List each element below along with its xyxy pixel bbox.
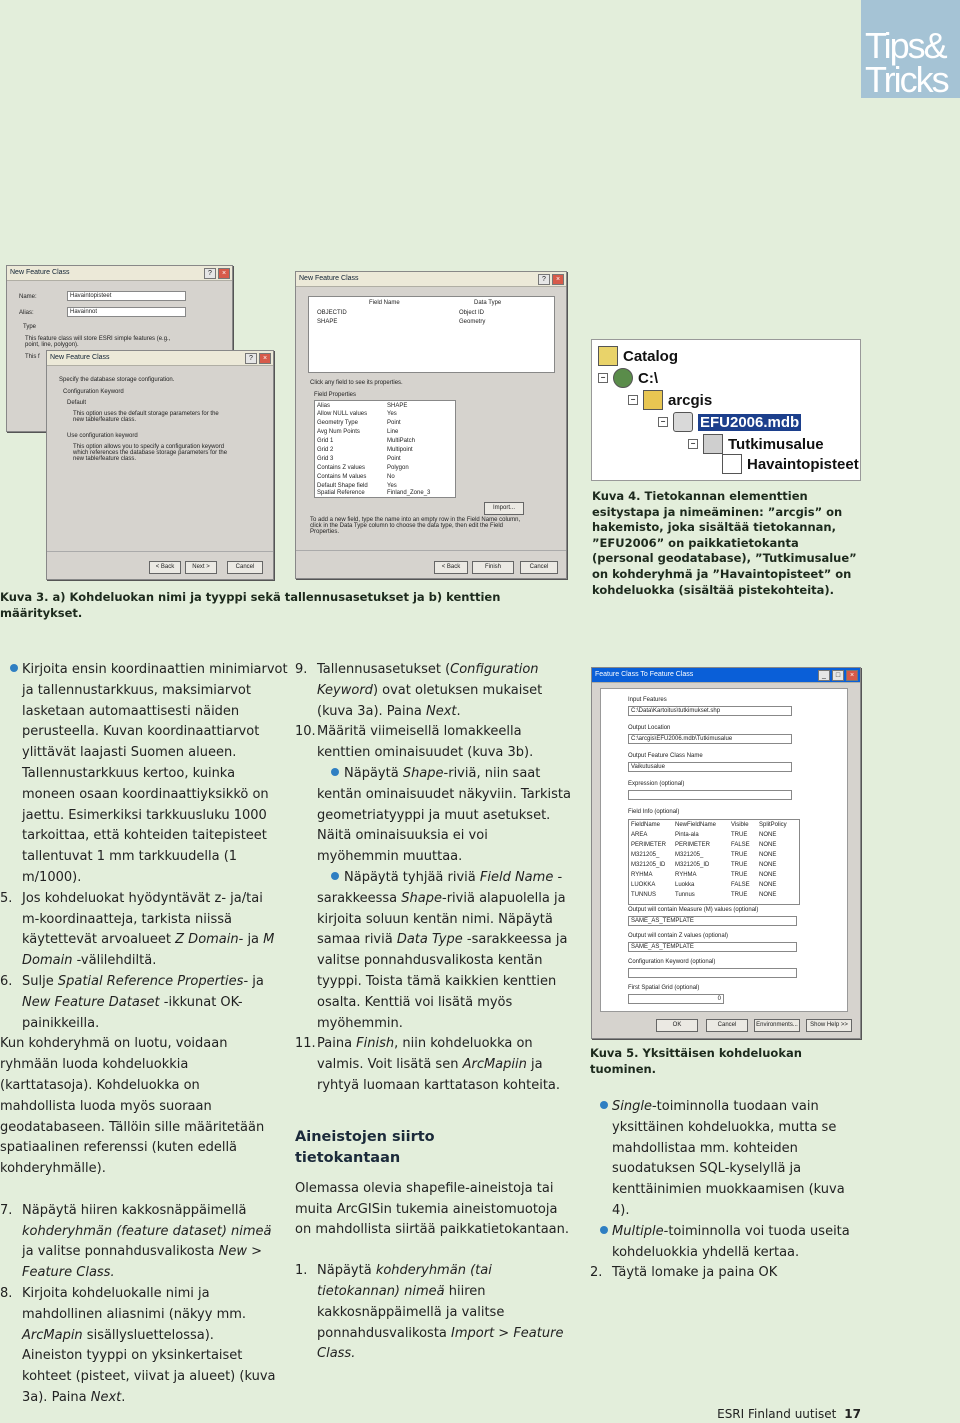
tree-label: C:\ [638,369,658,387]
field-info-cell[interactable]: M321205_ [675,852,704,858]
field-info-cell[interactable]: NONE [759,892,777,898]
step-9 [295,660,573,722]
step-text-italic: Next [90,1389,122,1405]
bullet-icon [331,768,339,776]
page-footer [717,1407,861,1421]
measure-select[interactable]: SAME_AS_TEMPLATE [628,916,797,926]
catalog-icon [598,346,618,366]
collapse-icon[interactable]: − [628,395,638,405]
field-info-cell[interactable]: NONE [759,842,777,848]
add-field-note: To add a new field, type the name into an empty row in the Field Name column, click in the Data Type column to choose the data type, then edit the Field Properties. [310,517,521,535]
catalog-tree [591,339,861,481]
bullet-text-italic: Shape [401,890,443,906]
field-info-grid[interactable] [628,819,800,905]
field-info-cell[interactable]: FALSE [731,842,750,848]
step-text: , niin kohdeluokka on valmis. Voit lisätä sen [317,1036,533,1073]
step-number: 10. [295,724,316,740]
col-header: SplitPolicy [759,822,787,828]
name-label: Name: [19,294,37,300]
step-number: 1. [295,1263,308,1279]
prop-value[interactable]: Polygon [387,465,409,471]
help-icon[interactable]: ? [538,274,550,285]
col-data-type: Data Type [474,300,502,306]
bullet-text-italic: Field Name [479,869,554,885]
expression-field[interactable] [628,790,792,800]
bullet-text: Näpäytä tyhjää riviä [344,869,480,885]
field-info-cell[interactable]: TUNNUS [631,892,656,898]
prop-value[interactable]: SHAPE [387,403,408,409]
spatial-grid-label: First Spatial Grid (optional) [628,985,700,991]
cancel-button[interactable]: Cancel [706,1019,748,1032]
window-title: Feature Class To Feature Class [592,668,860,683]
step-7 [0,1201,278,1284]
prop-name: Contains M values [317,474,367,480]
bullet-text: -sarakkeessa ja valitse ponnahdusvalikosta kentän tyyppi. Toista tämä kaikkien kenttien osalta. Kenttiä voi lisätä myös myöhemmin. [317,932,568,1031]
type-option-simple[interactable]: This feature class will store ESRI simple features (e.g., point, line, polygon). [25,336,171,348]
bullet-text: -riviä alapuolella ja kirjoita soluun kentän nimi. Näpäytä samaa riviä [317,890,566,948]
step-8 [0,1284,278,1409]
tree-label: EFU2006.mdb [700,413,800,431]
bullet-text: -toiminnolla voi tuoda useita kohdeluokkia yhdellä kertaa. [612,1223,850,1260]
field-info-cell[interactable]: TRUE [731,832,748,838]
feature-dataset-icon [703,434,723,454]
bullet-text: -sarakkeessa [317,869,563,906]
text-column-1 [0,660,288,1409]
close-icon[interactable]: × [846,670,858,681]
step-text: ) ovat oletuksen mukaiset (kuva 3a). Paina [317,682,543,719]
step-1 [295,1261,573,1365]
alias-input[interactable]: Havainnot [67,307,186,317]
prop-value[interactable]: Line [387,429,399,435]
field-info-cell[interactable]: NONE [759,862,777,868]
grid-cell[interactable]: Object ID [459,310,485,316]
publication-name: ESRI Finland uutiset [717,1407,837,1421]
field-info-cell[interactable]: Pinta-ala [675,832,699,838]
step-number: 7. [0,1202,13,1218]
output-location-label: Output Location [628,725,671,731]
fig5-caption: Kuva 5. Yksittäisen kohdeluokan tuominen. [590,1046,802,1076]
grid-cell[interactable]: SHAPE [317,319,338,325]
col-field-name: Field Name [369,300,400,306]
field-info-cell[interactable]: M321205_ID [631,862,666,868]
collapse-icon[interactable]: − [688,439,698,449]
step-text: Jos kohdeluokat hyödyntävät z- ja/tai m-koordinaatteja, tarkista niissä käytettevät arvoalueet [22,890,263,948]
name-input[interactable]: Havaintopisteet [67,291,186,301]
prop-value[interactable]: Yes [387,411,397,417]
paragraph-feature-class: Kun kohderyhmä on luotu, voidaan ryhmään luoda kohdeluokkia (karttatasoja). Kohdeluokka on mahdollista luoda myös suoraan geodatabaseen. Tällöin sille määritetään spatiaalinen referenssi (kuten edellä kohderyhmälle). [0,1036,265,1177]
step-text-italic: Spatial Reference Properties [57,973,244,989]
finish-button[interactable]: Finish [472,561,514,574]
bullet-text: -riviä, niin saat kentän ominaisuudet näkyviin. Tarkista geometriatyyppi ja muut asetukset. Näitä ominaisuuksia ei voi myöhemmin muuttaa. [317,765,571,865]
field-info-cell[interactable]: M321205_ID [675,862,710,868]
fig5-window [591,667,861,1039]
col-header: Visible [731,822,749,828]
step-5 [0,889,278,972]
fig3a-front-window [46,350,274,580]
step-text: -välilehdiltä. [72,953,157,969]
prop-value[interactable]: Point [387,420,401,426]
field-info-cell[interactable]: NONE [759,832,777,838]
bullet-text-italic: Single [612,1099,652,1114]
output-location-field[interactable]: C:\arcgis\EFU2006.mdb\Tutkimusalue [628,734,792,744]
field-info-cell[interactable]: TRUE [731,852,748,858]
step-number: 6. [0,973,13,989]
badge-line2: Tricks [865,59,948,100]
bullet-icon [331,872,339,880]
cancel-button[interactable]: Cancel [227,561,263,574]
step-text: - ja [243,973,264,989]
step-number: 2. [590,1265,603,1281]
default-radio[interactable]: Default [67,400,87,406]
config-keyword-label: Configuration Keyword (optional) [628,959,716,965]
bullet-coordinates [0,660,288,889]
bullet-shape [295,764,573,868]
collapse-icon[interactable]: − [658,417,668,427]
prop-name: Spatial Reference [317,490,365,496]
field-info-cell[interactable]: NONE [759,882,777,888]
fig4-caption: Kuva 4. Tietokannan elementtien esitystapa ja nimeäminen: ”arcgis” on hakemisto, joka sisältää tietokannan, ”EFU2006” on paikkatietokanta (personal geodatabase), ”Tutkimusalue” on kohderyhmä ja ”Havaintopisteet” on kohdeluokka (sisältää pistekohteita). [592,489,857,597]
prop-name: Grid 3 [317,456,334,462]
grid-cell[interactable]: Geometry [459,319,486,325]
minimize-icon[interactable]: _ [818,670,830,681]
field-info-cell[interactable]: TRUE [731,892,748,898]
paragraph-import: Olemassa olevia shapefile-aineistoja tai muita ArcGISin tukemia aineistomuotoja on mahdollista siirtää paikkatietokantaan. [295,1180,569,1238]
page-number: 17 [844,1407,861,1421]
field-info-cell[interactable]: TRUE [731,862,748,868]
alias-label: Alias: [19,310,34,316]
step-text: ja ryhtyä luomaan karttatason kohteita. [317,1057,561,1093]
window-title: New Feature Class [296,272,566,287]
step-text: ja valitse ponnahdusvalikosta [22,1244,219,1260]
prop-value[interactable]: Point [387,456,401,462]
field-info-cell[interactable]: AREA [631,832,648,838]
drive-icon [613,368,633,388]
storage-heading: Specify the database storage configuration. [59,377,175,383]
collapse-icon[interactable]: − [598,373,608,383]
step-text-italic: kohderyhmän (feature dataset) nimeä [22,1223,272,1239]
field-info-cell[interactable]: RYHMA [631,872,653,878]
default-desc: This option uses the default storage parameters for the new table/feature class. [73,411,219,423]
measure-label: Output will contain Measure (M) values (optional) [628,907,759,913]
prop-value[interactable]: Yes [387,483,397,489]
tool-form [600,688,848,1012]
config-keyword-select[interactable] [628,968,797,978]
hint-text: Click any field to see its properties. [310,380,403,386]
tree-item-geodatabase[interactable] [658,412,801,432]
ok-button[interactable]: OK [656,1019,698,1032]
next-button[interactable]: Next > [185,561,217,574]
prop-name: Avg Num Points [317,429,360,435]
step-number: 5. [0,890,13,906]
step-text-italic: Configuration Keyword [317,662,539,698]
back-button[interactable]: < Back [434,561,468,574]
tree-item-feature-class[interactable] [722,454,859,474]
show-help-button[interactable]: Show Help >> [806,1019,852,1032]
bullet-multiple [590,1222,865,1264]
cancel-button[interactable]: Cancel [520,561,558,574]
field-info-cell[interactable]: TRUE [731,872,748,878]
field-info-cell[interactable]: PERIMETER [631,842,667,848]
field-info-cell[interactable]: Luokka [675,882,695,888]
text-column-3 [590,1097,865,1284]
text-column-2 [295,660,573,1365]
bullet-text-italic: Multiple [612,1223,664,1239]
step-number: 9. [295,662,308,677]
tree-label: Havaintopisteet [747,455,859,473]
step-text: Täytä lomake ja paina OK [612,1265,778,1281]
step-10 [295,722,573,764]
step-text: Näpäytä [317,1263,376,1279]
maximize-icon[interactable]: □ [832,670,844,681]
col-header: FieldName [631,822,661,828]
step-text-italic: Finish [356,1036,395,1052]
prop-name: Default Shape field [317,483,368,489]
field-info-cell[interactable]: LUOKKA [631,882,656,888]
step-text-italic: M Domain [22,932,275,969]
tree-item-drive[interactable] [598,368,658,388]
window-title: New Feature Class [47,351,273,366]
prop-value[interactable]: No [387,474,395,480]
step-number: 8. [0,1285,13,1301]
step-text-italic: Next [425,703,457,719]
tree-item-folder[interactable] [628,390,712,410]
prop-value[interactable]: Multipoint [387,447,413,453]
folder-icon [643,390,663,410]
step-text-italic: New > Feature Class. [22,1244,263,1281]
step-11 [295,1034,573,1096]
field-info-cell[interactable]: FALSE [731,882,750,888]
bullet-text: Kirjoita ensin koordinaattien minimiarvot ja tallennustarkkuus, maksimiarvot lasketaan automaattisesti näiden perusteella. Kuvan koordinaattiarvot ylittävät laajasti Suomen alueen. Tallennustarkkuus kertoo, kuinka moneen osaan koordinaattiyksikkö on jaettu. Esimerkiksi tarkkuusluku 1000 tarkoittaa, että kohteiden taitepisteet tallentuvat 1 mm tarkkuudella (1 m/1000). [22,662,288,885]
tree-label: Catalog [623,347,679,365]
type-option-other[interactable]: This f [25,354,40,360]
grid-cell[interactable]: OBJECTID [317,310,347,316]
z-select[interactable]: SAME_AS_TEMPLATE [628,942,797,952]
config-group-label: Configuration Keyword [63,389,124,395]
bullet-icon [10,664,18,672]
fig3b-window [295,271,567,579]
step-text-italic: kohderyhmän (tai tietokannan) nimeä [317,1263,492,1299]
prop-name: Geometry Type [317,420,358,426]
step-text: Paina [317,1036,357,1052]
step-text: . [121,1389,126,1405]
help-icon[interactable]: ? [245,353,257,364]
step-text: Näpäytä hiiren kakkosnäppäimellä [22,1202,247,1218]
badge-line1: Tips& [865,25,946,66]
step-text: . [456,703,461,719]
bullet-icon [600,1226,608,1234]
field-info-cell[interactable]: RYHMA [675,872,697,878]
field-info-cell[interactable]: NONE [759,872,777,878]
step-text: Kirjoita kohdeluokalle nimi ja mahdollinen aliasnimi (näkyy mm. [22,1285,247,1322]
step-text: Määritä viimeisellä lomakkeella kenttien ominaisuudet (kuva 3b). [317,724,534,761]
bullet-text: -toiminnolla tuodaan vain yksittäinen kohdeluokka, mutta se mahdollistaa mm. kohteiden suodatuksen SQL-kyselyllä ja kenttäinimien muokkaamisen (kuva 4). [612,1099,845,1218]
bullet-single [590,1097,865,1222]
prop-name: Alias [317,403,331,409]
input-features-label: Input Features [628,697,667,703]
field-properties-grid[interactable] [314,400,456,498]
fig3-caption: Kuva 3. a) Kohdeluokan nimi ja tyyppi sekä tallennusasetukset ja b) kenttien määritykset. [0,590,501,620]
step-text: -ikkunat OK-painikkeilla. [22,994,243,1031]
point-feature-class-icon [722,454,742,474]
field-info-cell[interactable]: PERIMETER [675,842,711,848]
type-label: Type [23,324,37,330]
import-button[interactable]: Import... [484,502,524,515]
z-label: Output will contain Z values (optional) [628,933,729,939]
close-icon[interactable]: × [259,353,271,364]
field-grid[interactable] [308,296,555,373]
step-number: 11. [295,1036,316,1052]
prop-name: Allow NULL values [317,411,368,417]
step-text: sisällysluettelossa). Aineiston tyyppi on yksinkertaiset kohteet (pisteet, viivat ja alueet) (kuva 3a). Paina [22,1327,276,1405]
keyword-radio[interactable]: Use configuration keyword [67,433,138,439]
environments-button[interactable]: Environments... [754,1019,800,1032]
field-info-label: Field Info (optional) [628,809,680,815]
bullet-text-italic: Shape [402,765,444,781]
tree-item-catalog[interactable] [598,346,678,366]
field-info-cell[interactable]: NONE [759,852,777,858]
keyword-desc: This option allows you to specify a configuration keyword which references the database storage parameters for the new table/feature class. [73,444,228,462]
field-properties-label: Field Properties [314,392,357,398]
bullet-icon [600,1101,608,1109]
tree-label: Tutkimusalue [728,435,824,453]
window-title: New Feature Class [7,266,232,281]
prop-value[interactable]: MultiPatch [387,438,416,444]
prop-name: Grid 2 [317,447,334,453]
input-features-field[interactable]: C:\Data\Kartoitus\tutkimukset.shp [628,706,792,716]
expression-label: Expression (optional) [628,781,685,787]
step-text-italic: Z Domain [175,932,239,948]
step-text-italic: ArcMapiin [462,1057,527,1073]
output-name-label: Output Feature Class Name [628,753,703,759]
field-info-cell[interactable]: M321205_ [631,852,660,858]
step-6 [0,972,278,1034]
prop-name: Contains Z values [317,465,366,471]
back-button[interactable]: < Back [149,561,181,574]
prop-value[interactable]: Finland_Zone_3 [387,490,431,496]
close-icon[interactable]: × [218,268,230,279]
step-text-italic: New Feature Dataset [22,994,160,1010]
field-info-cell[interactable]: Tunnus [675,892,695,898]
section-heading: Aineistojen siirto tietokantaan [295,1128,435,1166]
bullet-text-italic: Data Type [396,932,463,948]
step-2 [590,1263,865,1284]
col-header: NewFieldName [675,822,717,828]
help-icon[interactable]: ? [204,268,216,279]
step-text-italic: ArcMapin [22,1327,83,1343]
database-icon [673,412,693,432]
step-text: - ja [238,932,264,948]
step-text-italic: Import > Feature Class. [317,1325,564,1362]
step-text: hiiren kakkosnäppäimellä ja valitse ponnahdusvalikosta [317,1283,505,1341]
tree-item-feature-dataset[interactable] [688,434,824,454]
bullet-text: Näpäytä [344,765,403,781]
tree-label: arcgis [668,391,713,409]
step-text: Sulje [22,973,58,989]
output-name-field[interactable]: Vaikutusalue [628,762,792,772]
prop-name: Grid 1 [317,438,334,444]
spatial-grid-field[interactable]: 0 [628,994,724,1004]
close-icon[interactable]: × [552,274,564,285]
bullet-field-name [295,868,573,1034]
step-text: Tallennusasetukset ( [317,662,451,677]
tips-tricks-badge [861,0,960,98]
